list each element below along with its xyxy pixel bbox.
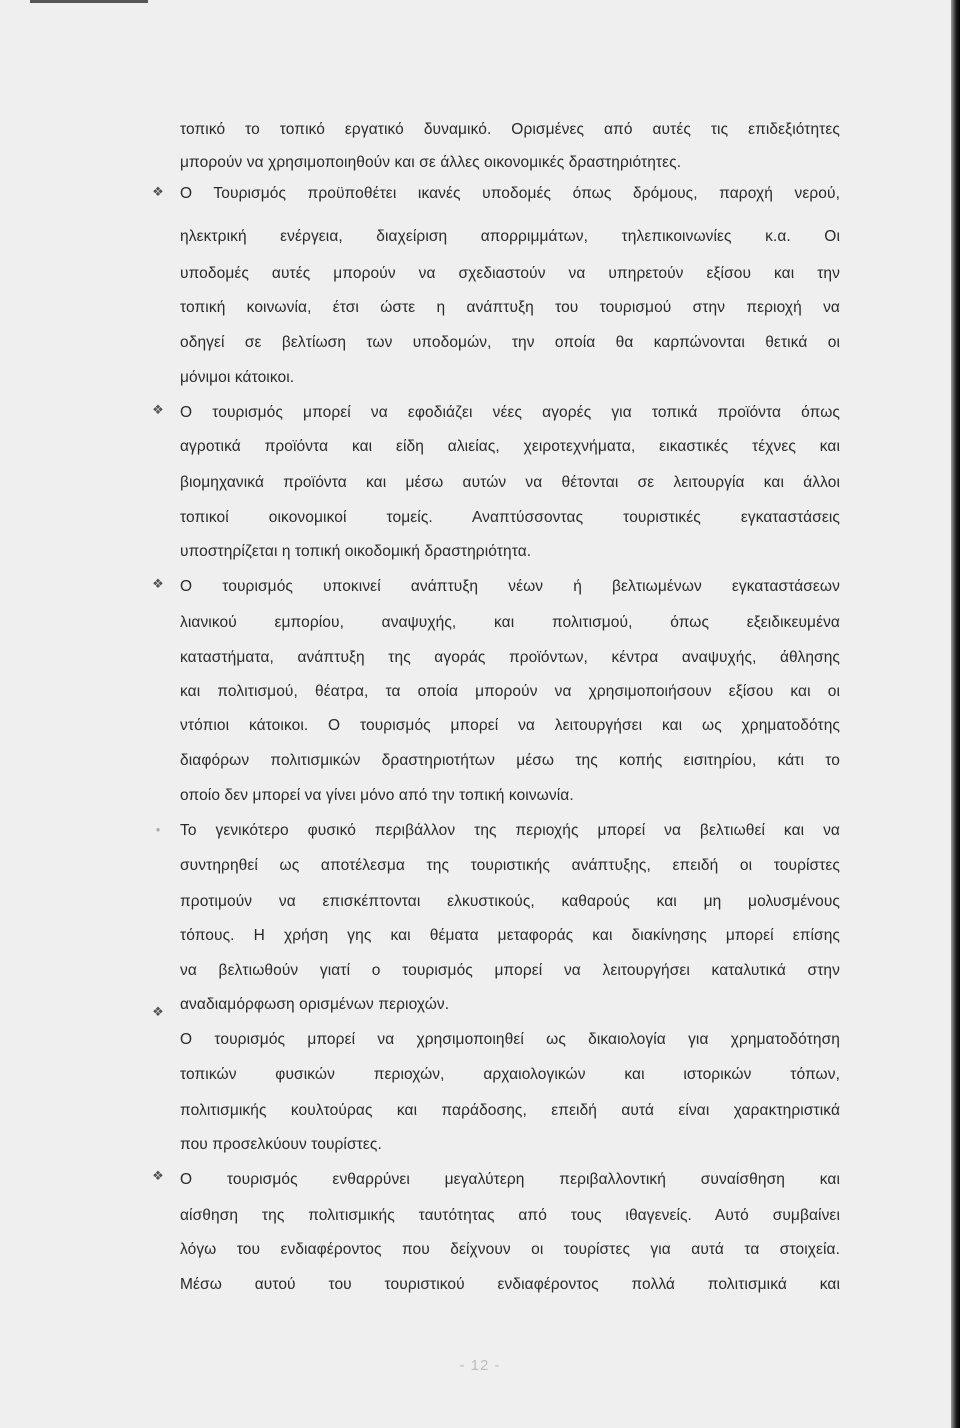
text-line: Ο τουρισμός υποκινεί ανάπτυξη νέων ή βελτιωμένων εγκαταστάσεων <box>180 578 840 595</box>
text-line: Ο τουρισμός μπορεί να εφοδιάζει νέες αγορές για τοπικά προϊόντα όπως <box>180 404 840 421</box>
page-number: - 12 - <box>459 1357 501 1374</box>
text-line: τόπους. Η χρήση γης και θέματα μεταφοράς και διακίνησης μπορεί επίσης <box>180 927 840 944</box>
text-line: πολιτισμικής κουλτούρας και παράδοσης, επειδή αυτά είναι χαρακτηριστικά <box>180 1102 840 1119</box>
text-line: αναδιαμόρφωση ορισμένων περιοχών. <box>180 996 450 1013</box>
text-line: λιανικού εμπορίου, αναψυχής, και πολιτισμού, όπως εξειδικευμένα <box>180 614 840 631</box>
bullet-marker: ❖ <box>152 1168 164 1183</box>
text-line: αίσθηση της πολιτισμικής ταυτότητας από τους ιθαγενείς. Αυτό συμβαίνει <box>180 1207 840 1224</box>
bullet-marker: ❖ <box>152 576 164 591</box>
text-line: τοπικοί οικονομικοί τομείς. Αναπτύσσοντας τουριστικές εγκαταστάσεις <box>180 509 840 526</box>
text-line: οποίο δεν μπορεί να γίνει μόνο από την τοπική κοινωνία. <box>180 787 574 804</box>
text-line: λόγω του ενδιαφέροντος που δείχνουν οι τουρίστες για αυτά τα στοιχεία. <box>180 1241 840 1258</box>
text-line: μπορούν να χρησιμοποιηθούν και σε άλλες οικονομικές δραστηριότητες. <box>180 154 682 171</box>
text-line: υποδομές αυτές μπορούν να σχεδιαστούν να υπηρετούν εξίσου και την <box>180 265 840 282</box>
text-line: μόνιμοι κάτοικοι. <box>180 369 295 386</box>
bullet-marker: ❖ <box>152 184 164 199</box>
text-line: και πολιτισμού, θέατρα, τα οποία μπορούν να χρησιμοποιήσουν εξίσου και οι <box>180 683 840 700</box>
text-line: προτιμούν να επισκέπτονται ελκυστικούς, καθαρούς και μη μολυσμένους <box>180 893 840 910</box>
text-line: τοπικών φυσικών περιοχών, αρχαιολογικών και ιστορικών τόπων, <box>180 1066 840 1083</box>
text-line: ντόπιοι κάτοικοι. Ο τουρισμός μπορεί να λειτουργήσει και ως χρηματοδότης <box>180 717 840 734</box>
text-line: Το γενικότερο φυσικό περιβάλλον της περιοχής μπορεί να βελτιωθεί και να <box>180 822 840 839</box>
text-line: βιομηχανικά προϊόντα και μέσω αυτών να θέτονται σε λειτουργία και άλλοι <box>180 474 840 491</box>
bullet-marker: ❖ <box>152 402 164 417</box>
text-line: Ο τουρισμός μπορεί να χρησιμοποιηθεί ως δικαιολογία για χρηματοδότηση <box>180 1031 840 1048</box>
text-line: αγροτικά προϊόντα και είδη αλιείας, χειροτεχνήματα, εικαστικές τέχνες και <box>180 438 840 455</box>
text-line: τοπική κοινωνία, έτσι ώστε η ανάπτυξη του τουρισμού στην περιοχή να <box>180 299 840 316</box>
top-rule <box>30 0 148 3</box>
text-line: Μέσω αυτού του τουριστικού ενδιαφέροντος πολλά πολιτισμικά και <box>180 1276 840 1293</box>
bullet-marker: ❖ <box>152 1004 164 1019</box>
text-line: τοπικό το τοπικό εργατικό δυναμικό. Ορισμένες από αυτές τις επιδεξιότητες <box>180 121 840 138</box>
text-line: καταστήματα, ανάπτυξη της αγοράς προϊόντων, κέντρα αναψυχής, άθλησης <box>180 649 840 666</box>
text-line: συντηρηθεί ως αποτέλεσμα της τουριστικής ανάπτυξης, επειδή οι τουρίστες <box>180 857 840 874</box>
text-line: οδηγεί σε βελτίωση των υποδομών, την οποία θα καρπώνονται θετικά οι <box>180 334 840 351</box>
text-line: διαφόρων πολιτισμικών δραστηριοτήτων μέσω της κοπής εισιτηρίου, κάτι το <box>180 752 840 769</box>
text-line: Ο τουρισμός ενθαρρύνει μεγαλύτερη περιβαλλοντική συναίσθηση και <box>180 1171 840 1188</box>
page-edge-shadow <box>951 0 960 1428</box>
bullet-marker: • <box>155 822 161 837</box>
text-line: υποστηρίζεται η τοπική οικοδομική δραστηριότητα. <box>180 543 532 560</box>
text-line: Ο Τουρισμός προϋποθέτει ικανές υποδομές όπως δρόμους, παροχή νερού, <box>180 185 840 202</box>
text-line: που προσελκύουν τουρίστες. <box>180 1136 382 1153</box>
text-line: να βελτιωθούν γιατί ο τουρισμός μπορεί να λειτουργήσει καταλυτικά στην <box>180 962 840 979</box>
text-line: ηλεκτρική ενέργεια, διαχείριση απορριμμάτων, τηλεπικοινωνίες κ.α. Οι <box>180 228 840 245</box>
